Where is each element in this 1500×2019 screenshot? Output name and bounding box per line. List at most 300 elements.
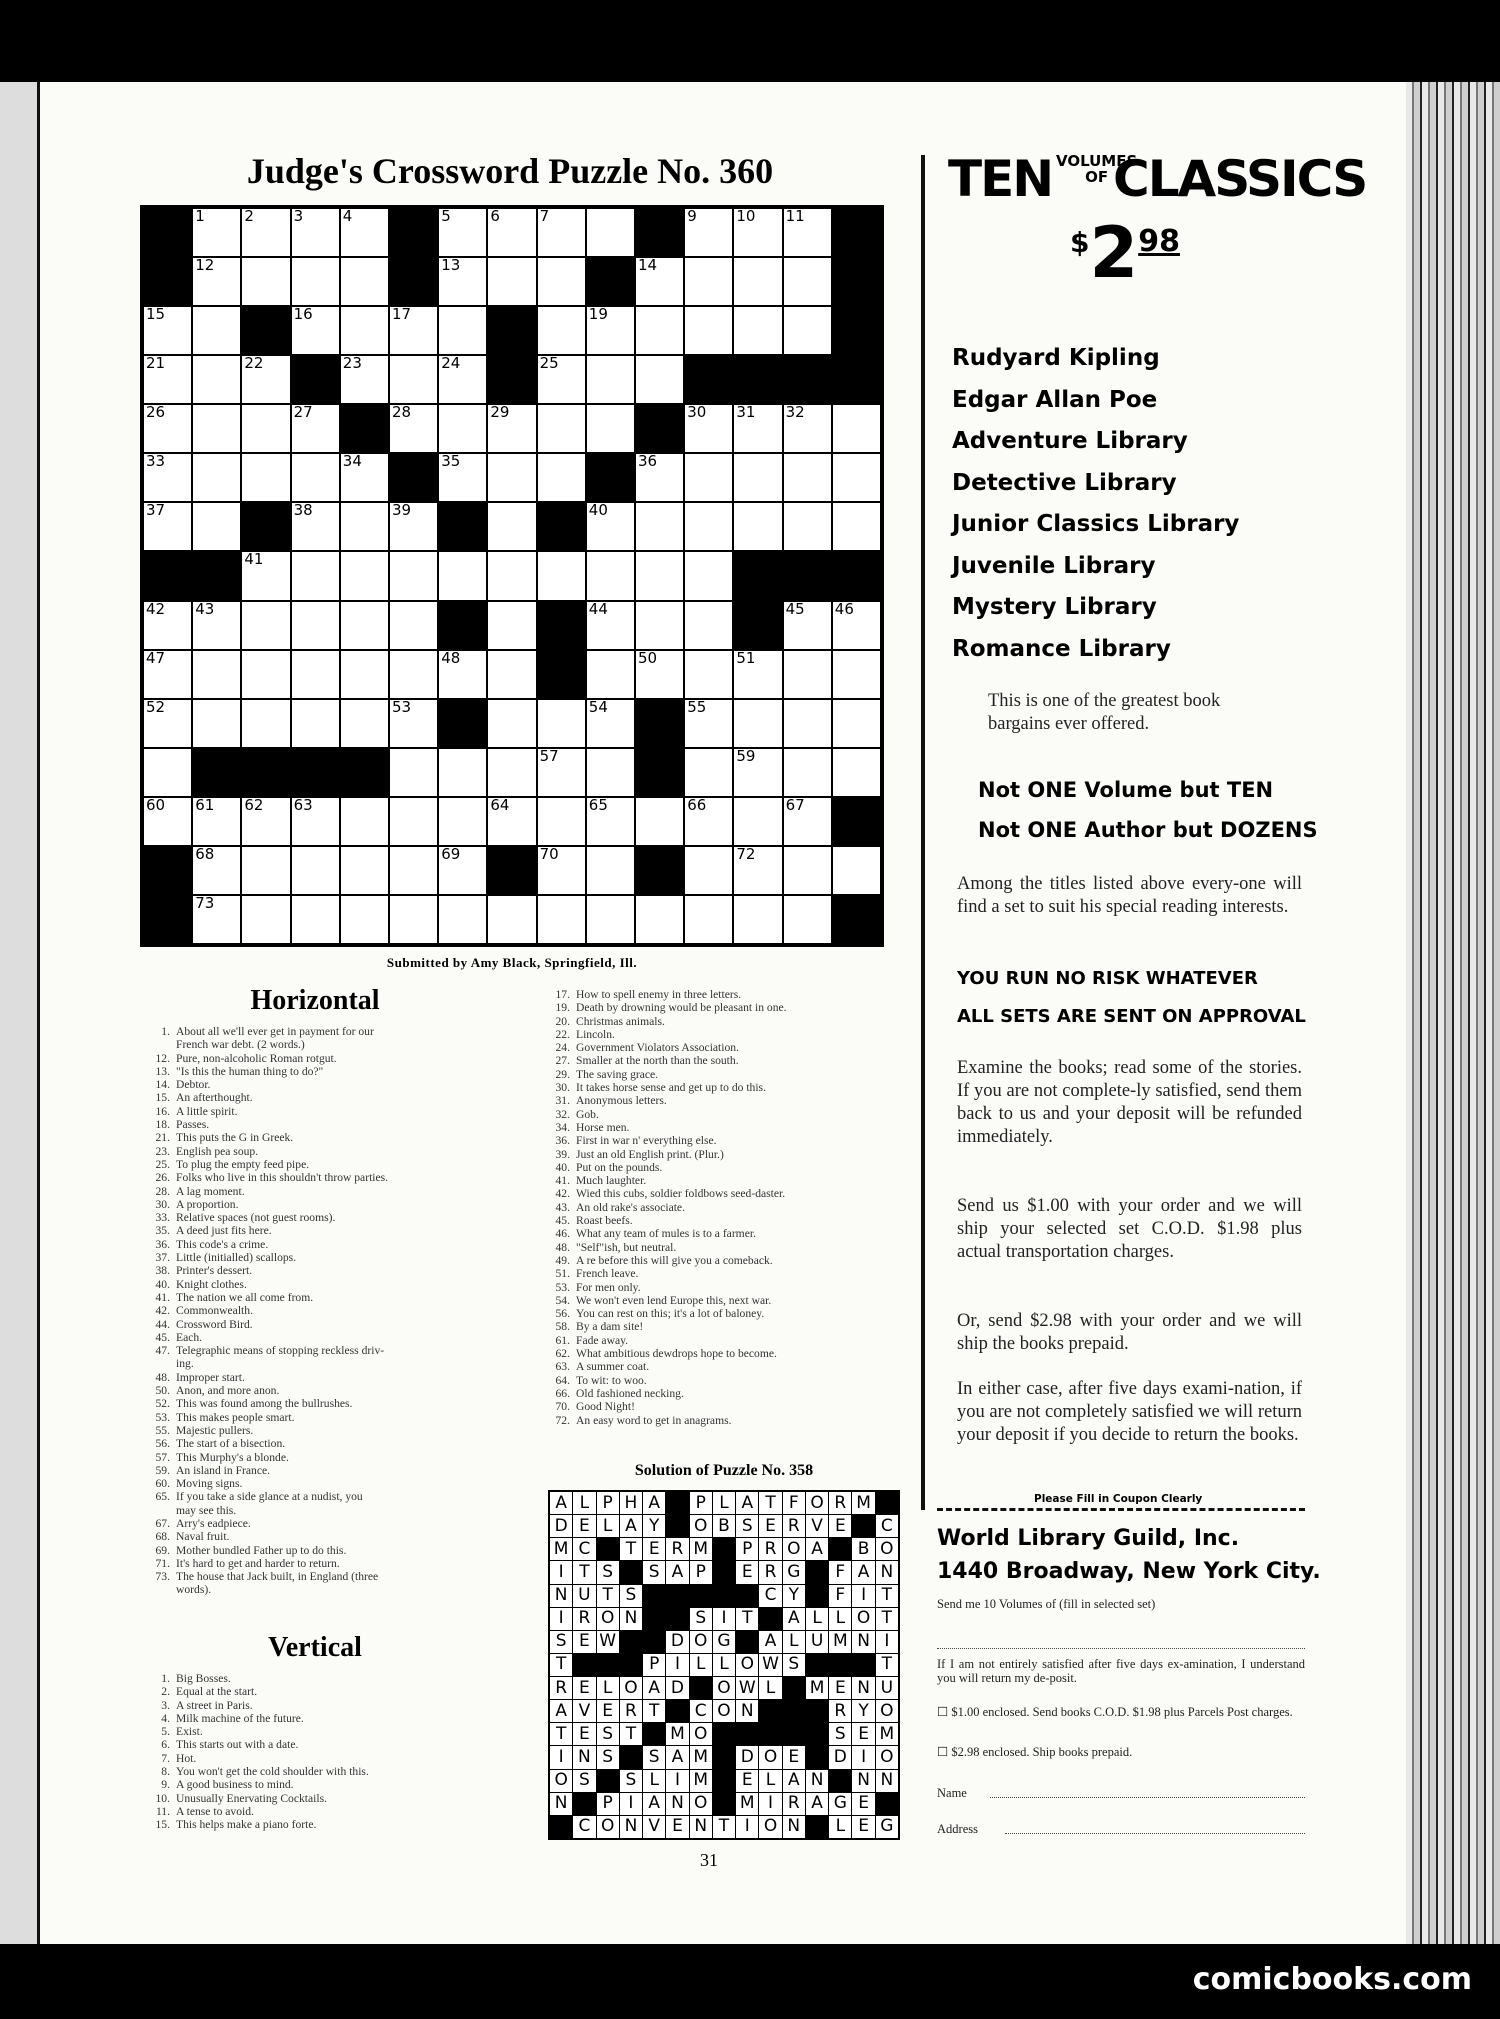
vertical-clue — [140, 1738, 510, 1751]
puzzle-cell[interactable] — [341, 454, 388, 501]
puzzle-cell[interactable] — [636, 503, 683, 550]
puzzle-cell[interactable] — [784, 209, 831, 256]
solution-letter: R — [573, 1608, 595, 1630]
puzzle-cell[interactable] — [193, 258, 240, 305]
clue-number: 27 — [293, 403, 313, 422]
coupon-option-prepaid[interactable]: ☐ $2.98 enclosed. Ship books prepaid. — [937, 1745, 1133, 1759]
clue-num: 72. — [555, 1413, 570, 1427]
clue-num: 48. — [555, 1240, 570, 1254]
black-square — [390, 258, 437, 305]
puzzle-cell[interactable] — [292, 651, 339, 698]
horizontal-clue — [540, 1201, 905, 1214]
puzzle-cell[interactable] — [636, 552, 683, 599]
solution-letter: R — [829, 1700, 851, 1722]
horizontal-clue — [140, 1504, 510, 1517]
puzzle-cell[interactable] — [144, 648, 191, 698]
puzzle-cell[interactable] — [488, 651, 535, 698]
puzzle-cell[interactable] — [144, 503, 191, 550]
puzzle-cell[interactable] — [488, 602, 535, 649]
puzzle-cell[interactable] — [685, 847, 732, 894]
puzzle-cell[interactable] — [292, 795, 339, 845]
clue-number: 69 — [441, 844, 461, 863]
puzzle-cell[interactable] — [242, 651, 289, 698]
solution-letter: E — [852, 1723, 874, 1745]
horizontal-clue — [140, 1171, 510, 1184]
puzzle-cell[interactable] — [390, 356, 437, 403]
clue-text: Debtor. — [176, 1078, 211, 1092]
puzzle-cell[interactable] — [292, 700, 339, 747]
clue-text: Horse men. — [576, 1120, 630, 1134]
puzzle-cell[interactable] — [193, 405, 240, 452]
clue-number: 5 — [441, 207, 451, 225]
clue-text: A little spirit. — [176, 1104, 238, 1118]
puzzle-cell[interactable] — [636, 798, 683, 845]
black-square — [144, 258, 191, 305]
clue-number: 15 — [146, 305, 166, 324]
puzzle-cell[interactable] — [144, 307, 191, 354]
puzzle-cell[interactable] — [685, 503, 732, 550]
puzzle-cell[interactable] — [734, 454, 781, 501]
book-page-edges — [1406, 82, 1500, 1944]
puzzle-cell[interactable] — [587, 896, 634, 943]
puzzle-cell[interactable] — [685, 795, 732, 845]
puzzle-cell[interactable] — [636, 896, 683, 943]
puzzle-cell[interactable] — [734, 746, 781, 796]
puzzle-cell[interactable] — [292, 454, 339, 501]
puzzle-cell[interactable] — [193, 209, 240, 256]
puzzle-cell[interactable] — [833, 599, 880, 649]
puzzle-cell[interactable] — [439, 648, 486, 698]
puzzle-cell[interactable] — [341, 700, 388, 747]
puzzle-cell[interactable] — [144, 697, 191, 747]
puzzle-cell[interactable] — [144, 749, 191, 796]
puzzle-cell[interactable] — [390, 896, 437, 943]
clue-num: 43. — [555, 1200, 570, 1214]
puzzle-cell[interactable] — [587, 209, 634, 256]
puzzle-cell[interactable] — [144, 795, 191, 845]
puzzle-cell[interactable] — [242, 847, 289, 894]
solution-black-square — [643, 1608, 665, 1630]
solution-letter: B — [713, 1515, 735, 1537]
puzzle-cell[interactable] — [784, 896, 831, 943]
solution-letter: H — [620, 1492, 642, 1514]
solution-letter: N — [573, 1746, 595, 1768]
puzzle-cell[interactable] — [390, 847, 437, 894]
puzzle-cell[interactable] — [439, 209, 486, 256]
clue-text: Government Violators Association. — [576, 1041, 739, 1055]
puzzle-cell[interactable] — [538, 746, 585, 796]
solution-black-square — [713, 1793, 735, 1815]
coupon-cut-line — [937, 1508, 1305, 1511]
horizontal-clue — [540, 1161, 905, 1174]
puzzle-cell[interactable] — [685, 602, 732, 649]
solution-letter: S — [643, 1561, 665, 1583]
puzzle-cell[interactable] — [341, 602, 388, 649]
puzzle-cell[interactable] — [341, 503, 388, 550]
puzzle-cell[interactable] — [488, 503, 535, 550]
puzzle-cell[interactable] — [390, 798, 437, 845]
puzzle-cell[interactable] — [292, 896, 339, 943]
solution-letter: O — [759, 1816, 781, 1838]
horizontal-clue — [140, 1291, 510, 1304]
horizontal-clue — [140, 1304, 510, 1317]
clue-text: Old fashioned necking. — [576, 1386, 684, 1400]
puzzle-cell[interactable] — [784, 651, 831, 698]
puzzle-cell[interactable] — [439, 896, 486, 943]
puzzle-cell[interactable] — [734, 209, 781, 256]
solution-black-square — [876, 1793, 898, 1815]
puzzle-cell[interactable] — [833, 700, 880, 747]
clue-text: Much laughter. — [576, 1174, 647, 1188]
puzzle-cell[interactable] — [538, 405, 585, 452]
clue-num: 4. — [161, 1711, 170, 1725]
puzzle-cell[interactable] — [390, 651, 437, 698]
vertical-clue — [140, 1818, 510, 1831]
solution-letter: M — [852, 1492, 874, 1514]
puzzle-cell[interactable] — [341, 307, 388, 354]
puzzle-cell[interactable] — [242, 896, 289, 943]
puzzle-cell[interactable] — [390, 552, 437, 599]
puzzle-cell[interactable] — [685, 749, 732, 796]
solution-letter: V — [643, 1816, 665, 1838]
puzzle-cell[interactable] — [833, 847, 880, 894]
puzzle-cell[interactable] — [193, 356, 240, 403]
coupon-company — [937, 1522, 1321, 1588]
puzzle-cell[interactable] — [685, 454, 732, 501]
puzzle-cell[interactable] — [390, 405, 437, 452]
puzzle-cell[interactable] — [488, 896, 535, 943]
puzzle-cell[interactable] — [439, 454, 486, 501]
puzzle-cell[interactable] — [587, 307, 634, 354]
puzzle-cell[interactable] — [242, 258, 289, 305]
puzzle-cell[interactable] — [193, 503, 240, 550]
solution-letter: A — [783, 1608, 805, 1630]
puzzle-cell[interactable] — [538, 798, 585, 845]
clue-number: 43 — [195, 599, 215, 618]
puzzle-cell[interactable] — [488, 454, 535, 501]
puzzle-cell[interactable] — [439, 798, 486, 845]
puzzle-cell[interactable] — [587, 795, 634, 845]
clue-number: 4 — [342, 207, 353, 225]
clue-num: 31. — [555, 1094, 570, 1108]
puzzle-cell[interactable] — [242, 552, 289, 599]
puzzle-cell[interactable] — [292, 258, 339, 305]
puzzle-cell[interactable] — [488, 749, 535, 796]
solution-black-square — [713, 1538, 735, 1560]
puzzle-cell[interactable] — [242, 356, 289, 403]
set-selection-line[interactable] — [937, 1648, 1305, 1649]
clue-num: 53. — [555, 1280, 570, 1294]
solution-letter: F — [829, 1585, 851, 1607]
puzzle-cell[interactable] — [784, 847, 831, 894]
solution-letter: P — [690, 1561, 712, 1583]
black-square — [833, 209, 880, 256]
puzzle-cell[interactable] — [341, 209, 388, 256]
puzzle-cell[interactable] — [538, 307, 585, 354]
solution-letter: I — [550, 1561, 572, 1583]
solution-letter: L — [759, 1677, 781, 1699]
puzzle-cell[interactable] — [784, 795, 831, 845]
horizontal-clue — [140, 1158, 510, 1171]
puzzle-cell[interactable] — [488, 700, 535, 747]
puzzle-cell[interactable] — [833, 454, 880, 501]
puzzle-cell[interactable] — [734, 798, 781, 845]
puzzle-cell[interactable] — [488, 405, 535, 452]
puzzle-cell[interactable] — [538, 700, 585, 747]
solution-letter: E — [736, 1770, 758, 1792]
puzzle-cell[interactable] — [390, 307, 437, 354]
puzzle-cell[interactable] — [439, 258, 486, 305]
puzzle-cell[interactable] — [292, 209, 339, 256]
puzzle-cell[interactable] — [587, 552, 634, 599]
puzzle-cell[interactable] — [784, 258, 831, 305]
solution-letter: C — [573, 1538, 595, 1560]
solution-letter: D — [550, 1515, 572, 1537]
vertical-clue — [140, 1752, 510, 1765]
solution-letter: S — [597, 1561, 619, 1583]
solution-black-square — [620, 1746, 642, 1768]
clue-num: 56. — [555, 1307, 570, 1321]
puzzle-cell[interactable] — [242, 795, 289, 845]
puzzle-cell[interactable] — [488, 795, 535, 845]
puzzle-cell[interactable] — [390, 749, 437, 796]
puzzle-cell[interactable] — [341, 651, 388, 698]
ad-not-one-volume: Not ONE Volume but TEN — [978, 778, 1274, 802]
puzzle-cell[interactable] — [587, 697, 634, 747]
puzzle-cell[interactable] — [587, 847, 634, 894]
puzzle-cell[interactable] — [784, 749, 831, 796]
puzzle-cell[interactable] — [587, 599, 634, 649]
puzzle-cell[interactable] — [390, 503, 437, 550]
puzzle-cell[interactable] — [734, 648, 781, 698]
puzzle-cell[interactable] — [833, 651, 880, 698]
puzzle-cell[interactable] — [488, 258, 535, 305]
puzzle-cell[interactable] — [488, 552, 535, 599]
puzzle-cell[interactable] — [439, 356, 486, 403]
puzzle-cell[interactable] — [636, 258, 683, 305]
clue-num: 30. — [555, 1081, 570, 1095]
black-square — [341, 749, 388, 796]
clue-number: 31 — [736, 403, 756, 422]
name-field[interactable] — [990, 1797, 1305, 1798]
puzzle-cell[interactable] — [292, 503, 339, 550]
solution-black-square — [690, 1585, 712, 1607]
puzzle-cell[interactable] — [538, 258, 585, 305]
ad-not-one-author: Not ONE Author but DOZENS — [978, 818, 1318, 842]
puzzle-cell[interactable] — [636, 648, 683, 698]
puzzle-cell[interactable] — [439, 307, 486, 354]
puzzle-cell[interactable] — [734, 405, 781, 452]
puzzle-cell[interactable] — [784, 307, 831, 354]
black-square — [734, 356, 781, 403]
puzzle-cell[interactable] — [833, 503, 880, 550]
puzzle-cell[interactable] — [538, 356, 585, 403]
puzzle-cell[interactable] — [193, 599, 240, 649]
puzzle-cell[interactable] — [390, 602, 437, 649]
solution-letter: N — [690, 1816, 712, 1838]
puzzle-cell[interactable] — [193, 700, 240, 747]
puzzle-cell[interactable] — [784, 454, 831, 501]
clue-text: To plug the empty feed pipe. — [176, 1157, 310, 1171]
puzzle-cell[interactable] — [784, 405, 831, 452]
horizontal-clue — [140, 1238, 510, 1251]
puzzle-cell[interactable] — [734, 844, 781, 894]
puzzle-cell[interactable] — [587, 405, 634, 452]
puzzle-cell[interactable] — [833, 405, 880, 452]
solution-letter: E — [783, 1746, 805, 1768]
puzzle-cell[interactable] — [242, 209, 289, 256]
puzzle-cell[interactable] — [193, 454, 240, 501]
puzzle-cell[interactable] — [636, 602, 683, 649]
clue-text: The saving grace. — [576, 1067, 659, 1081]
puzzle-cell[interactable] — [833, 749, 880, 796]
puzzle-cell[interactable] — [685, 896, 732, 943]
horizontal-clue — [540, 1267, 905, 1280]
clue-num: 37. — [155, 1251, 170, 1265]
puzzle-cell[interactable] — [242, 700, 289, 747]
puzzle-cell[interactable] — [784, 599, 831, 649]
puzzle-cell[interactable] — [439, 552, 486, 599]
puzzle-cell[interactable] — [538, 209, 585, 256]
puzzle-cell[interactable] — [341, 847, 388, 894]
solution-letter: O — [806, 1492, 828, 1514]
puzzle-cell[interactable] — [734, 258, 781, 305]
puzzle-cell[interactable] — [341, 356, 388, 403]
puzzle-cell[interactable] — [292, 405, 339, 452]
puzzle-cell[interactable] — [685, 552, 732, 599]
solution-letter: N — [852, 1770, 874, 1792]
puzzle-cell[interactable] — [587, 749, 634, 796]
puzzle-cell[interactable] — [193, 844, 240, 894]
puzzle-cell[interactable] — [292, 307, 339, 354]
puzzle-cell[interactable] — [538, 454, 585, 501]
clue-num: 6. — [161, 1738, 170, 1752]
puzzle-cell[interactable] — [439, 749, 486, 796]
clue-number: 6 — [490, 207, 500, 225]
puzzle-cell[interactable] — [193, 795, 240, 845]
puzzle-cell[interactable] — [685, 651, 732, 698]
solution-letter: M — [736, 1793, 758, 1815]
puzzle-cell[interactable] — [292, 847, 339, 894]
solution-letter: D — [666, 1631, 688, 1653]
clue-text: Each. — [176, 1330, 203, 1344]
horizontal-clue — [140, 1105, 510, 1118]
puzzle-cell[interactable] — [341, 896, 388, 943]
black-square — [833, 258, 880, 305]
clue-num: 15. — [155, 1818, 170, 1832]
coupon-option-cod[interactable]: ☐ $1.00 enclosed. Send books C.O.D. $1.98 plus Parcels Post charges. — [937, 1705, 1293, 1719]
puzzle-cell[interactable] — [587, 503, 634, 550]
horizontal-clue — [540, 1347, 905, 1360]
puzzle-cell[interactable] — [193, 893, 240, 943]
puzzle-cell[interactable] — [439, 405, 486, 452]
puzzle-cell[interactable] — [734, 503, 781, 550]
clue-text: For men only. — [576, 1280, 641, 1294]
solution-letter: T — [876, 1654, 898, 1676]
puzzle-cell[interactable] — [538, 896, 585, 943]
solution-letter: O — [852, 1608, 874, 1630]
puzzle-cell[interactable] — [193, 307, 240, 354]
puzzle-cell[interactable] — [341, 258, 388, 305]
solution-letter: O — [876, 1746, 898, 1768]
puzzle-cell[interactable] — [685, 307, 732, 354]
clue-num: 55. — [155, 1423, 170, 1437]
puzzle-cell[interactable] — [144, 405, 191, 452]
puzzle-cell[interactable] — [685, 258, 732, 305]
clue-num: 40. — [155, 1277, 170, 1291]
puzzle-cell[interactable] — [636, 454, 683, 501]
puzzle-cell[interactable] — [587, 356, 634, 403]
solution-black-square — [852, 1515, 874, 1537]
puzzle-cell[interactable] — [734, 307, 781, 354]
puzzle-cell[interactable] — [242, 602, 289, 649]
puzzle-cell[interactable] — [193, 651, 240, 698]
solution-letter: Y — [852, 1700, 874, 1722]
puzzle-cell[interactable] — [784, 700, 831, 747]
puzzle-cell[interactable] — [341, 552, 388, 599]
solution-letter: G — [876, 1816, 898, 1838]
puzzle-cell[interactable] — [734, 896, 781, 943]
puzzle-cell[interactable] — [685, 209, 732, 256]
puzzle-cell[interactable] — [685, 697, 732, 747]
puzzle-cell[interactable] — [636, 356, 683, 403]
puzzle-cell[interactable] — [242, 454, 289, 501]
clue-text: Majestic pullers. — [176, 1423, 254, 1437]
puzzle-cell[interactable] — [488, 209, 535, 256]
puzzle-cell[interactable] — [292, 552, 339, 599]
solution-letter: O — [759, 1746, 781, 1768]
clue-text: An afterthought. — [176, 1091, 253, 1105]
ad-send-prepaid-text: Or, send $2.98 with your order and we will ship the books prepaid. — [957, 1311, 1302, 1354]
solution-black-square — [666, 1608, 688, 1630]
puzzle-cell[interactable] — [144, 454, 191, 501]
solution-black-square — [597, 1654, 619, 1676]
solution-black-square — [666, 1515, 688, 1537]
puzzle-cell[interactable] — [341, 798, 388, 845]
clue-text: Telegraphic means of stopping reckless driv- — [176, 1344, 385, 1358]
black-square — [734, 602, 781, 649]
clue-number: 28 — [392, 403, 412, 422]
address-field[interactable] — [1005, 1833, 1305, 1834]
solution-letter: O — [550, 1770, 572, 1792]
puzzle-cell[interactable] — [538, 844, 585, 894]
puzzle-cell[interactable] — [292, 602, 339, 649]
solution-letter: R — [783, 1515, 805, 1537]
solution-letter: U — [806, 1631, 828, 1653]
puzzle-cell[interactable] — [685, 405, 732, 452]
puzzle-cell[interactable] — [242, 405, 289, 452]
solution-letter: N — [806, 1770, 828, 1792]
puzzle-cell[interactable] — [538, 552, 585, 599]
puzzle-cell[interactable] — [734, 700, 781, 747]
clue-text: Knight clothes. — [176, 1277, 247, 1291]
puzzle-cell[interactable] — [144, 599, 191, 649]
solution-letter: R — [620, 1700, 642, 1722]
puzzle-cell[interactable] — [439, 844, 486, 894]
price-dollar: $ — [1070, 226, 1090, 259]
puzzle-cell[interactable] — [390, 697, 437, 747]
clue-text: First in war n' everything else. — [576, 1134, 717, 1148]
black-square — [636, 209, 683, 256]
clue-num: 33. — [155, 1211, 170, 1225]
puzzle-title: Judge's Crossword Puzzle No. 360 — [246, 151, 774, 191]
puzzle-cell[interactable] — [784, 503, 831, 550]
solution-letter: V — [573, 1700, 595, 1722]
puzzle-cell[interactable] — [587, 651, 634, 698]
puzzle-cell[interactable] — [144, 356, 191, 403]
puzzle-cell[interactable] — [636, 307, 683, 354]
clue-number: 72 — [736, 844, 756, 863]
